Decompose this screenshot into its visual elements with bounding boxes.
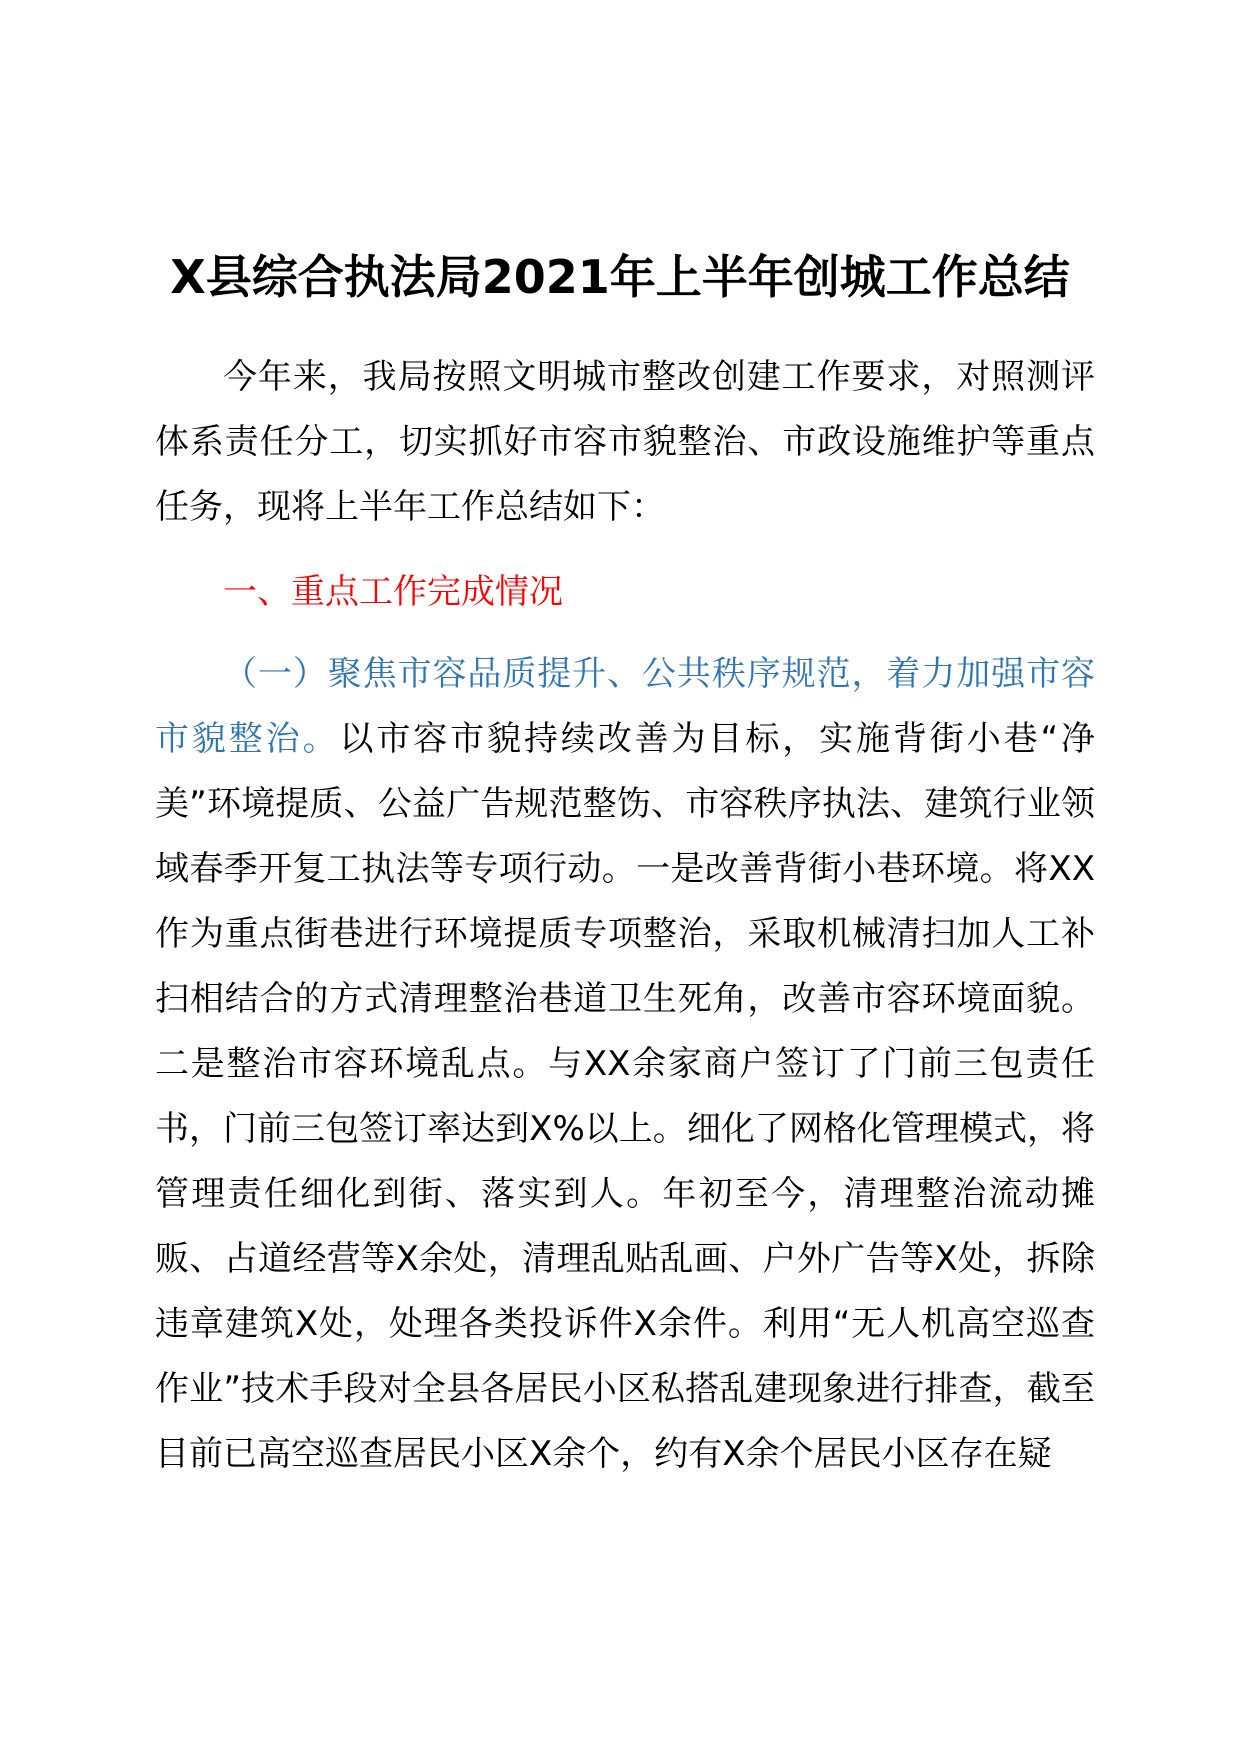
subsection-body: 以市容市貌持续改善为目标，实施背街小巷“净美”环境提质、公益广告规范整饬、市容秩序执法、建筑行业领域春季开复工执法等专项行动。一是改善背街小巷环境。将XX作为重点街巷进行环境提质专项整治，采取机械清扫加人工补扫相结合的方式清理整治巷道卫生死角，改善市容环境面貌。二是整治市容环境乱点。与XX余家商户签订了门前三包责任书，门前三包签订率达到X%以上。细化了网格化管理模式，将管理责任细化到街、落实到人。年初至今，清理整治流动摊贩、占道经营等X余处，清理乱贴乱画、户外广告等X处，拆除违章建筑X处，处理各类投诉件X余件。利用“无人机高空巡查作业”技术手段对全县各居民小区私搭乱建现象进行排查，截至目前已高空巡查居民小区X余个，约有X余个居民小区存在疑	[155, 719, 1095, 1474]
intro-paragraph: 今年来，我局按照文明城市整改创建工作要求，对照测评体系责任分工，切实抓好市容市貌整治、市政设施维护等重点任务，现将上半年工作总结如下：	[155, 357, 1095, 527]
section-heading: 一、重点工作完成情况	[223, 572, 563, 612]
body-paragraph	[155, 642, 1095, 1487]
document-title: X县综合执法局2021年上半年创城工作总结	[170, 250, 1070, 304]
subsection-heading: （一）聚焦市容品质提升、公共秩序规范，着力加强市容市貌整治。	[155, 654, 1095, 759]
